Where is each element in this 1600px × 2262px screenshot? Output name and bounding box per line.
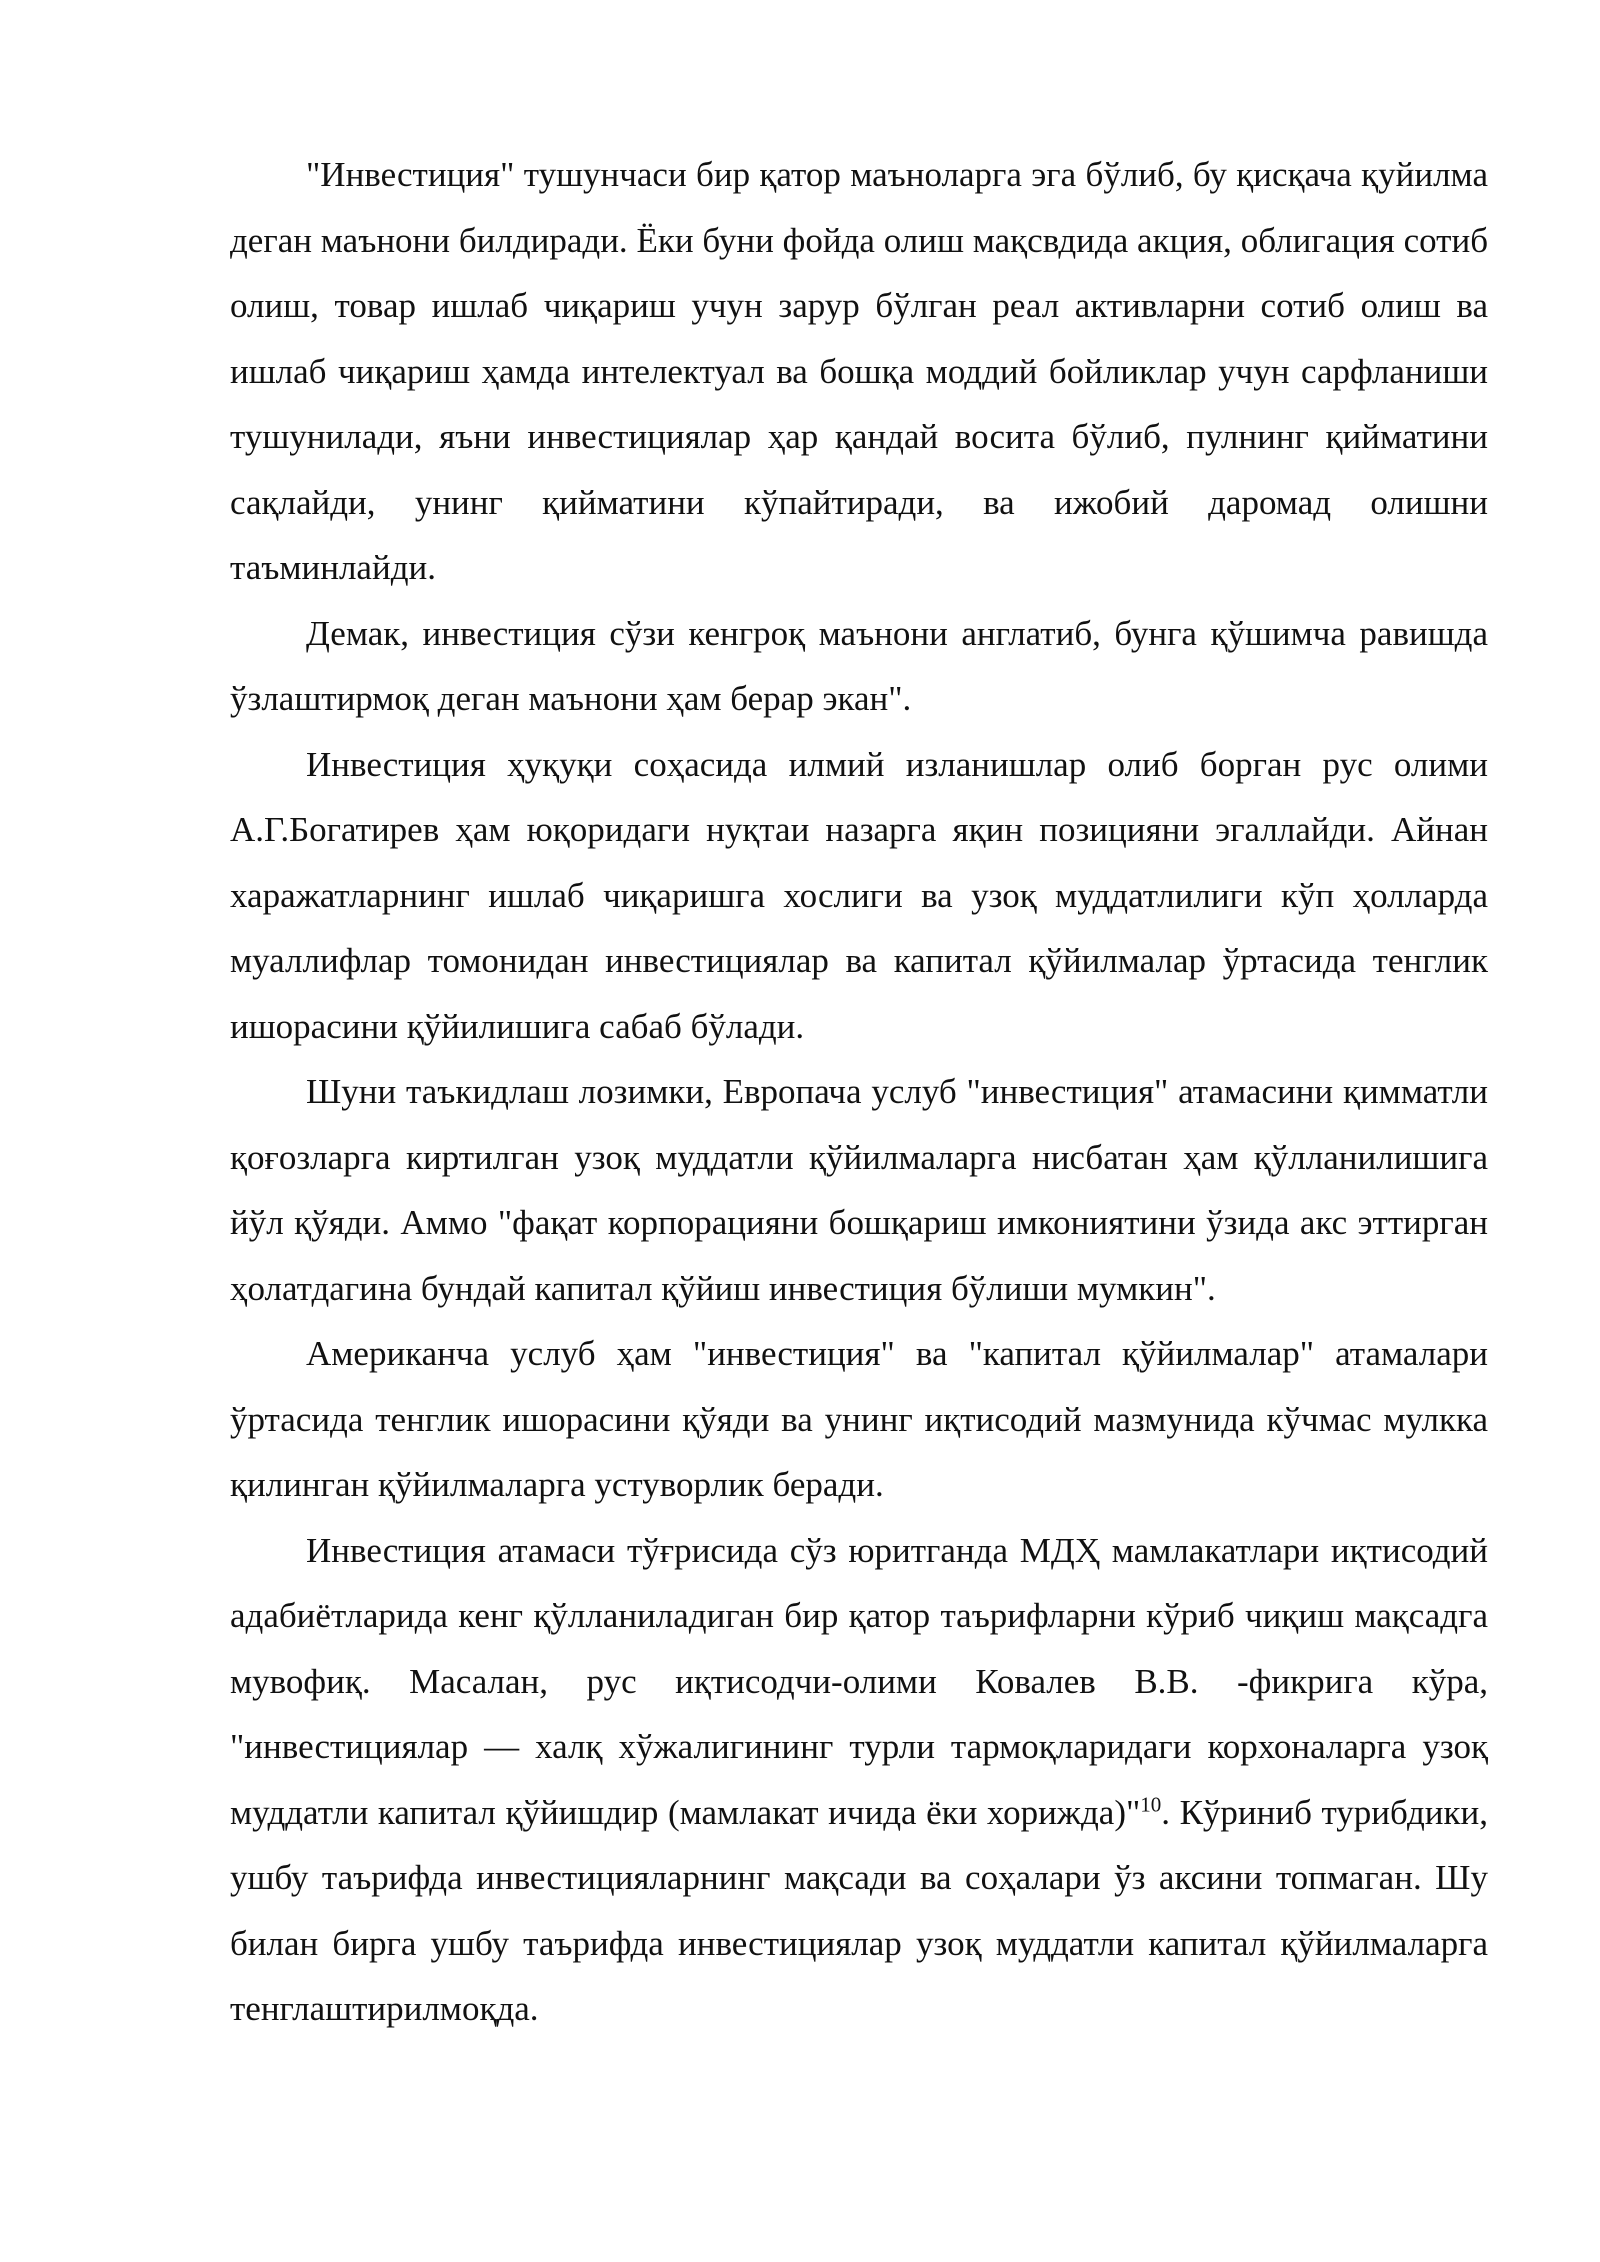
paragraph-5: Американча услуб ҳам "инвестиция" ва "капитал қўйилмалар" атамалари ўртасида тенглик ишорасини қўяди ва унинг иқтисодий мазмунида кўчмас мулкка қилинган қўйилмаларга устуворлик беради. [230, 1334, 1488, 1504]
paragraph-2: Демак, инвестиция сўзи кенгроқ маънони англатиб, бунга қўшимча равишда ўзлаштирмоқ деган маънони ҳам берар экан". [230, 613, 1488, 718]
paragraph-1: "Инвестиция" тушунчаси бир қатор маъноларга эга бўлиб, бу қисқача қуйилма деган маънони билдиради. Ёки буни фойда олиш мақсвдида акция, облигация сотиб олиш, товар ишлаб чиқариш учун зарур бўлган реал активларни сотиб олиш ва ишлаб чиқариш ҳамда интелектуал ва бошқа моддий бойликлар учун сарфланиши тушунилади, яъни инвестициялар ҳар қандай восита бўлиб, пулнинг қийматини сақлайди, унинг қийматини кўпайтиради, ва ижобий даромад олишни таъминлайди. [230, 155, 1488, 587]
paragraph-6 [230, 1518, 1488, 2042]
paragraph-6-text-before: Инвестиция атамаси тўғрисида сўз юритганда МДҲ мамлакатлари иқтисодий адабиётларида кенг қўлланиладиган бир қатор таърифларни кўриб чиқиш мақсадга мувофиқ. Масалан, рус иқтисодчи-олими Ковалев В.В. -фикрига кўра, "инвестициялар — халқ хўжалигининг турли тармоқларидаги корхоналарга узоқ муддатли капитал қўйишдир (мамлакат ичида ёки хорижда)" [230, 1530, 1488, 1832]
paragraph-6-text-after: . Кўриниб турибдики, ушбу таърифда инвестицияларнинг мақсади ва соҳалари ўз аксини топмаган. Шу билан бирга ушбу таърифда инвестициялар узоқ муддатли капитал қўйилмаларга тенглаштирилмоқда. [230, 1792, 1488, 2028]
paragraph-3: Инвестиция ҳуқуқи соҳасида илмий изланишлар олиб борган рус олими А.Г.Богатирев ҳам юқоридаги нуқтаи назарга яқин позицияни эгаллайди. Айнан харажатларнинг ишлаб чиқаришга хослиги ва узоқ муддатлилиги кўп ҳолларда муаллифлар томонидан инвестициялар ва капитал қўйилмалар ўртасида тенглик ишорасини қўйилишига сабаб бўлади. [230, 744, 1488, 1046]
paragraph-4: Шуни таъкидлаш лозимки, Европача услуб "инвестиция" атамасини қимматли қоғозларга киртилган узоқ муддатли қўйилмаларга нисбатан ҳам қўлланилишига йўл қўяди. Аммо "фақат корпорацияни бошқариш имкониятини ўзида акс эттирган ҳолатдагина бундай капитал қўйиш инвестиция бўлиши мумкин". [230, 1072, 1488, 1308]
footnote-reference[interactable]: 10 [1140, 1791, 1162, 1816]
document-body [230, 142, 1488, 2042]
